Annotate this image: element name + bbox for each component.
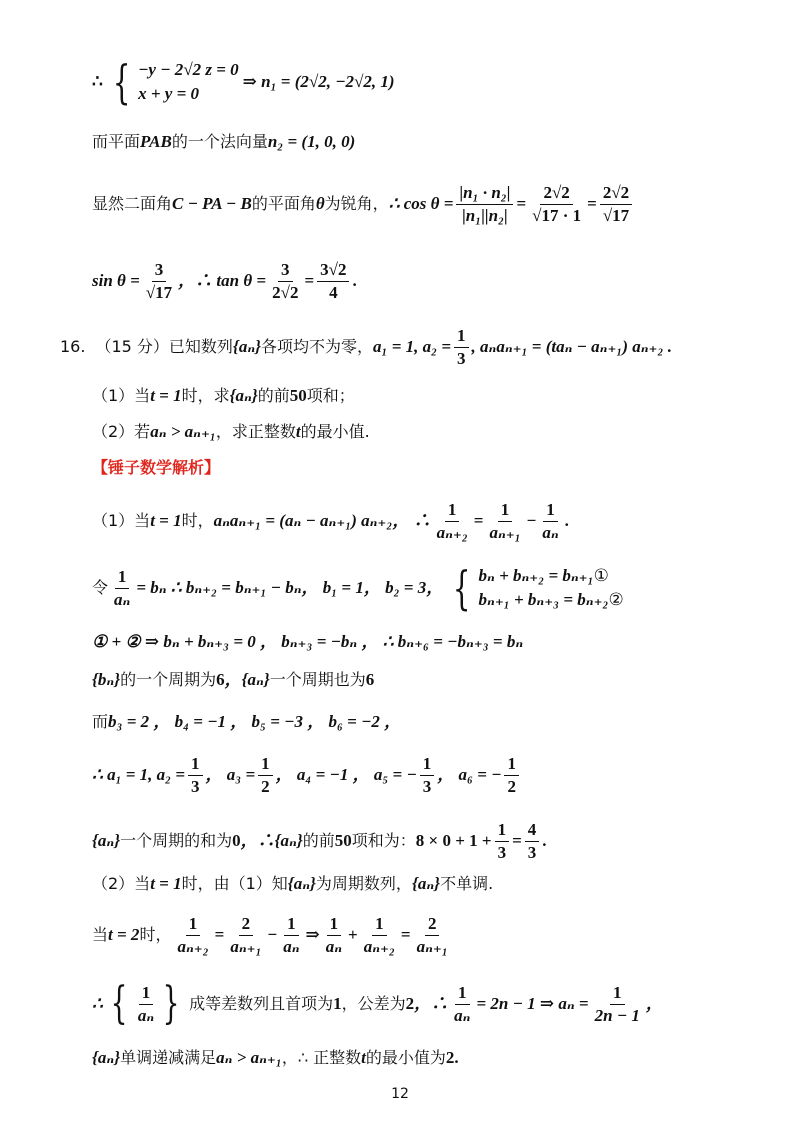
initial-conditions: a₁ = 1, a₂ = [373, 337, 452, 356]
sequence: {aₙ} [232, 337, 262, 356]
recurrence: aₙaₙ₊₁ = (aₙ − aₙ₊₁) aₙ₊₂ [213, 511, 393, 530]
equals: = [587, 194, 597, 213]
text: （2）当 [92, 874, 151, 893]
text: 当 [92, 925, 109, 944]
cos-label: ∴ cos θ = [388, 194, 454, 213]
fraction: $\frac{1}{3}$ [495, 821, 510, 862]
therefore: ∴ [92, 994, 103, 1013]
period-value: 6 [216, 670, 225, 689]
fraction: $\frac{3}{√17}$ [145, 259, 173, 302]
text: ，公差为 [341, 994, 406, 1013]
sum-value: 0 [232, 831, 241, 850]
condition: t = 1 [150, 386, 182, 405]
tan-label: ，∴ tan θ = [178, 271, 267, 290]
fraction: $\frac{1}{\text{aₙ}}$ [283, 913, 300, 956]
solution-line-7 [92, 816, 740, 866]
heading-text: 【锤子数学解析】 [92, 458, 221, 477]
text: 而平面 [92, 132, 141, 151]
brace-icon: { [110, 978, 128, 1029]
fraction: $\frac{1}{\text{aₙ₊₂}}$ [436, 499, 468, 542]
equals: = [473, 511, 484, 530]
text: 时， [139, 925, 172, 944]
text: 各项均不为零， [261, 337, 374, 356]
condition: t = 1 [150, 874, 182, 893]
equals: = [400, 925, 411, 944]
problem-number: 16. [60, 337, 86, 356]
equals: = [516, 194, 527, 213]
fraction: $\frac{1}{\text{aₙ₊₂}}$ [363, 913, 395, 956]
text: 的最小值. [300, 422, 370, 441]
fraction: $\frac{1}{\text{aₙ₊₂}}$ [177, 913, 209, 956]
solution-line-9 [92, 910, 740, 960]
fraction: $\frac{1}{\text{aₙ₊₁}}$ [489, 499, 521, 542]
solution-line-2 [92, 560, 740, 616]
fraction: $\frac{1}{3}$ [188, 755, 203, 796]
common-difference: 2 [405, 994, 415, 1013]
condition: t = 1 [150, 511, 182, 530]
sequence: {aₙ} [229, 386, 258, 405]
system-row-1: bₙ + bₙ₊₂ = bₙ₊₁ [478, 566, 594, 585]
fraction: $\frac{1}{\text{aₙ}}$ [114, 566, 131, 609]
sequence-a: {aₙ} [241, 670, 270, 689]
sequence-a: {aₙ} [287, 874, 316, 893]
solution-line-4 [92, 668, 740, 692]
text: 为周期数列， [315, 874, 412, 893]
solution-line-8 [92, 872, 740, 896]
separator: ， [426, 578, 444, 597]
solution-heading [92, 456, 740, 480]
plane-name: PAB [140, 132, 172, 151]
therefore: ，∴ [414, 994, 449, 1013]
page-number: 12 [391, 1086, 409, 1102]
system-row-2: bₙ₊₁ + bₙ₊₃ = bₙ₊₂ [478, 590, 609, 609]
a4-a5-label: ， a₄ = −1 ， a₅ = − [275, 765, 417, 784]
question-1 [92, 384, 740, 408]
answer-value: 2 [445, 1048, 455, 1067]
theta: θ [315, 194, 325, 213]
fraction: $\frac{2}{\text{aₙ₊₁}}$ [416, 913, 448, 956]
text: （15 分）已知数列 [95, 337, 233, 356]
comma: ， [645, 994, 663, 1013]
sequence-a: {aₙ} [92, 1048, 121, 1067]
sequence-b: {bₙ} [92, 670, 121, 689]
brace-icon: } [162, 978, 180, 1029]
text: 项和； [306, 386, 355, 405]
text: 时， [181, 511, 214, 530]
separator: ， [224, 670, 242, 689]
plus: + [348, 925, 358, 944]
normal-vector-n1: ⇒ n₁ = (2√2, −2√2, 1) [242, 72, 395, 91]
period: . [542, 831, 547, 850]
a3-label: ， a₃ = [205, 765, 256, 784]
dihedral-angle: C − PA − B [172, 194, 252, 213]
fraction: $\frac{3√2}{4}$ [317, 261, 349, 302]
cos-theta-line [92, 176, 740, 232]
equals: = [214, 925, 225, 944]
system-row-1: −y − 2√2 z = 0 [138, 60, 239, 79]
minus: − [526, 511, 537, 530]
recurrence: , aₙaₙ₊₁ = (taₙ − aₙ₊₁) aₙ₊₂ . [471, 337, 672, 356]
reciprocal-sequence: { $\frac{1}{\text{aₙ}}$ } [110, 978, 180, 1029]
solution-line-11 [92, 1046, 740, 1070]
text: 显然二面角 [92, 194, 173, 213]
period-value: 6 [365, 670, 375, 689]
text: 的前 [302, 831, 335, 850]
fraction: $\frac{\text{|n₁ · n₂|}}{\text{|n₁||n₂|}}$ [456, 184, 513, 225]
fraction: $\frac{1}{3}$ [454, 327, 469, 368]
text: 一个周期的和为 [120, 831, 233, 850]
question-2 [92, 420, 740, 444]
solution-line-3 [92, 630, 740, 654]
solution-line-6 [92, 750, 740, 800]
count: 50 [334, 831, 352, 850]
text: 不单调. [440, 874, 494, 893]
solution-line-1 [92, 496, 740, 546]
circled-2: ② [608, 590, 624, 610]
system-row-2: x + y = 0 [138, 84, 200, 103]
b-recurrence: = bₙ ∴ bₙ₊₂ = bₙ₊₁ − bₙ [136, 578, 302, 597]
a-values: ∴ a₁ = 1, a₂ = [92, 765, 186, 784]
fraction: $\frac{1}{2}$ [258, 755, 273, 796]
text: 令 [92, 578, 109, 597]
circled-1: ① [593, 566, 609, 586]
text: 的最小值为 [365, 1048, 446, 1067]
fraction: $\frac{2√2}{√17}$ [600, 184, 632, 225]
fraction: $\frac{3}{2√2}$ [272, 259, 299, 302]
text: 的一个周期为 [120, 670, 217, 689]
sequence-a: {aₙ} [274, 831, 303, 850]
minus: − [267, 925, 278, 944]
fraction: $\frac{1}{2}$ [504, 755, 519, 796]
system-line [92, 54, 740, 110]
period-derivation: ① + ② ⇒ bₙ + bₙ₊₃ = 0 ， bₙ₊₃ = −bₙ ， ∴ bₙ₊₆ = −bₙ₊₃ = bₙ [92, 632, 524, 651]
condition: aₙ > aₙ₊₁ [216, 1048, 282, 1067]
text: 项和为： [351, 831, 416, 850]
text: ，求正整数 [215, 422, 296, 441]
equals: = [304, 271, 315, 290]
text: 时，求 [181, 386, 230, 405]
text: （2）若 [92, 422, 151, 441]
therefore-symbol: ∴ [92, 72, 103, 91]
solution-line-10 [92, 976, 740, 1032]
brace-icon: { [453, 561, 471, 615]
sin-label: sin θ = [92, 271, 140, 290]
normal-vector-line [92, 130, 740, 154]
fraction: $\frac{2}{\text{aₙ₊₁}}$ [230, 913, 262, 956]
text: 成等差数列且首项为 [189, 994, 334, 1013]
text: 而 [92, 712, 109, 731]
text: ，∴ 正整数 [281, 1048, 362, 1067]
equation-system [447, 561, 624, 615]
text: 的平面角 [251, 194, 316, 213]
therefore: ，∴ [240, 831, 275, 850]
text: 的前 [257, 386, 290, 405]
fraction: $\frac{1}{3}$ [420, 755, 435, 796]
equals: = [512, 831, 522, 850]
fraction: $\frac{1}{2n - 1}$ [594, 982, 640, 1025]
normal-vector-n2: n₂ = (1, 0, 0) [267, 132, 356, 151]
brace-icon: { [112, 55, 131, 109]
period: . [352, 271, 357, 290]
text: 为锐角， [324, 194, 389, 213]
text: （1）当 [92, 511, 151, 530]
b1-value: ， b₁ = 1 [301, 578, 364, 597]
fraction: $\frac{1}{\text{aₙ}}$ [325, 913, 343, 956]
text: （1）当 [92, 386, 151, 405]
implies: ⇒ [305, 925, 320, 944]
solution-line-5 [92, 710, 740, 734]
sin-tan-line [92, 256, 740, 306]
first-term: 1 [333, 994, 342, 1013]
fraction: $\frac{1}{\text{aₙ}}$ [454, 982, 471, 1025]
b-values: b₃ = 2 ， b₄ = −1 ， b₅ = −3 ， b₆ = −2 ， [108, 712, 402, 731]
sequence-a: {aₙ} [92, 831, 121, 850]
sum-expression: 8 × 0 + 1 + [415, 831, 492, 850]
text: 时，由（1）知 [181, 874, 288, 893]
period: . [454, 1048, 459, 1067]
therefore: ， ∴ [392, 511, 431, 530]
period: . [564, 511, 569, 530]
text: 一个周期也为 [269, 670, 366, 689]
variable-t: t [295, 422, 301, 441]
text: 单调递减满足 [120, 1048, 217, 1067]
general-term: = 2n − 1 ⇒ aₙ = [476, 994, 589, 1013]
variable-t: t [361, 1048, 366, 1067]
text: 的一个法向量 [171, 132, 268, 151]
condition: aₙ > aₙ₊₁ [150, 422, 216, 441]
b2-value: ， b₂ = 3 [363, 578, 427, 597]
count: 50 [289, 386, 307, 405]
fraction: $\frac{4}{3}$ [525, 821, 540, 862]
fraction: $\frac{2√2}{√17 \cdot 1}$ [532, 182, 582, 225]
sequence-a: {aₙ} [411, 874, 441, 893]
a6-label: ， a₆ = − [437, 765, 502, 784]
problem-16-statement [60, 322, 740, 372]
condition: t = 2 [108, 925, 140, 944]
equation-system [107, 55, 239, 109]
fraction: $\frac{1}{\text{aₙ}}$ [542, 499, 559, 542]
